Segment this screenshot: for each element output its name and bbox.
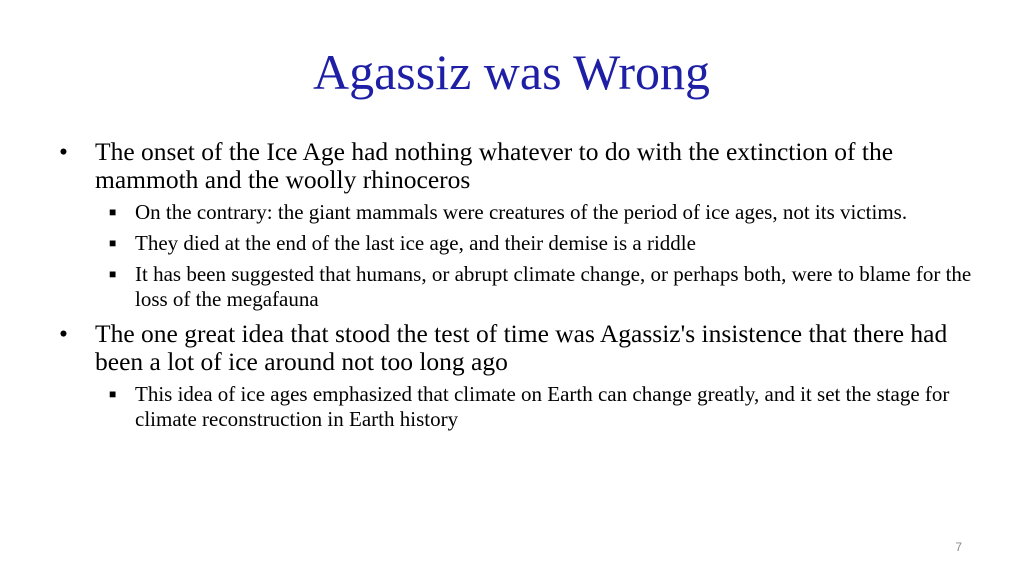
page-number: 7 (955, 540, 962, 554)
bullet-item (55, 320, 975, 376)
square-bullet-icon: ■ (109, 236, 117, 250)
square-bullet-icon: ■ (109, 267, 117, 281)
bullet-item (55, 138, 975, 194)
bullet-dot-icon: • (59, 319, 68, 348)
sub-bullet-text: It has been suggested that humans, or abrupt climate change, or perhaps both, were to blame for the loss of the megafauna (135, 262, 972, 311)
sub-bullet-item (55, 200, 975, 225)
slide-title: Agassiz was Wrong (313, 44, 710, 100)
bullet-text: The onset of the Ice Age had nothing whatever to do with the extinction of the mammoth and the woolly rhinoceros (95, 137, 894, 194)
sub-bullet-item (55, 262, 975, 312)
square-bullet-icon: ■ (109, 387, 117, 401)
sub-bullet-item (55, 382, 975, 432)
sub-bullet-text: This idea of ice ages emphasized that climate on Earth can change greatly, and it set the stage for climate reconstruction in Earth history (135, 382, 950, 431)
sub-bullet-item (55, 231, 975, 256)
bullet-dot-icon: • (59, 137, 68, 166)
sub-bullet-text: They died at the end of the last ice age, and their demise is a riddle (135, 231, 696, 255)
bullet-group (55, 138, 975, 312)
sub-bullet-text: On the contrary: the giant mammals were creatures of the period of ice ages, not its victims. (135, 200, 908, 224)
slide-content (55, 138, 975, 440)
square-bullet-icon: ■ (109, 205, 117, 219)
bullet-group (55, 320, 975, 432)
bullet-text: The one great idea that stood the test of time was Agassiz's insistence that there had been a lot of ice around not too long ago (95, 319, 948, 376)
